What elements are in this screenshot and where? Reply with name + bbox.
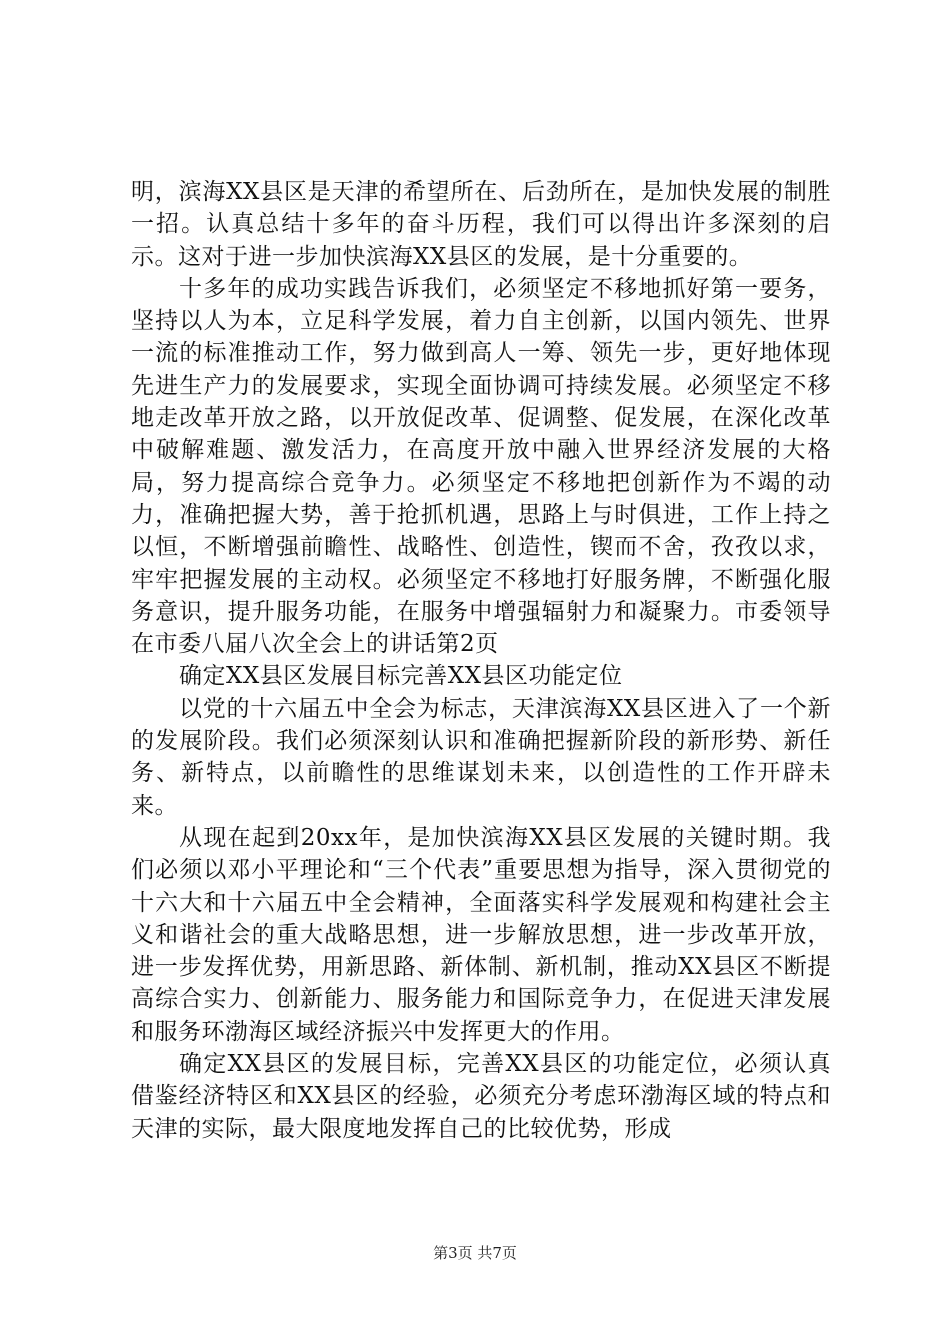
paragraph-lessons: 十多年的成功实践告诉我们，必须坚定不移地抓好第一要务，坚持以人为本，立足科学发展，着力自主创新，以国内领先、世界一流的标准推动工作，努力做到高人一筹、领先一步，更好地体现先进生产力的发展要求，实现全面协调可持续发展。必须坚定不移地走改革开放之路，以开放促改革、促调整、促发展，在深化改革中破解难题、激发活力，在高度开放中融入世界经济发展的大格局，努力提高综合竞争力。必须坚定不移地把创新作为不竭的动力，准确把握大势，善于抢抓机遇，思路上与时俱进，工作上持之以恒，不断增强前瞻性、战略性、创造性，锲而不舍，孜孜以求，牢牢把握发展的主动权。必须坚定不移地打好服务牌，不断强化服务意识，提升服务功能，在服务中增强辐射力和凝聚力。市委领导在市委八届八次全会上的讲话第2页 — [131, 275, 831, 658]
paragraph-key-period: 从现在起到20xx年，是加快滨海XX县区发展的关键时期。我们必须以邓小平理论和“三个代表”重要思想为指导，深入贯彻党的十六大和十六届五中全会精神，全面落实科学发展观和构建社会主义和谐社会的重大战略思想，进一步解放思想，进一步改革开放，进一步发挥优势，用新思路、新体制、新机制，推动XX县区不断提高综合实力、创新能力、服务能力和国际竞争力，在促进天津发展和服务环渤海区域经济振兴中发挥更大的作用。 — [131, 824, 831, 1045]
page-footer: 第3页 共7页 — [433, 1244, 517, 1262]
document-body — [131, 176, 831, 1145]
paragraph-continuation: 明，滨海XX县区是天津的希望所在、后劲所在，是加快发展的制胜一招。认真总结十多年的奋斗历程，我们可以得出许多深刻的启示。这对于进一步加快滨海XX县区的发展，是十分重要的。 — [131, 179, 831, 270]
paragraph-new-stage: 以党的十六届五中全会为标志，天津滨海XX县区进入了一个新的发展阶段。我们必须深刻认识和准确把握新阶段的新形势、新任务、新特点，以前瞻性的思维谋划未来，以创造性的工作开辟未来。 — [131, 695, 831, 819]
section-heading: 确定XX县区发展目标完善XX县区功能定位 — [179, 663, 623, 690]
paragraph-goals: 确定XX县区的发展目标，完善XX县区的功能定位，必须认真借鉴经济特区和XX县区的经验，必须充分考虑环渤海区域的特点和天津的实际，最大限度地发挥自己的比较优势，形成 — [131, 1051, 831, 1142]
